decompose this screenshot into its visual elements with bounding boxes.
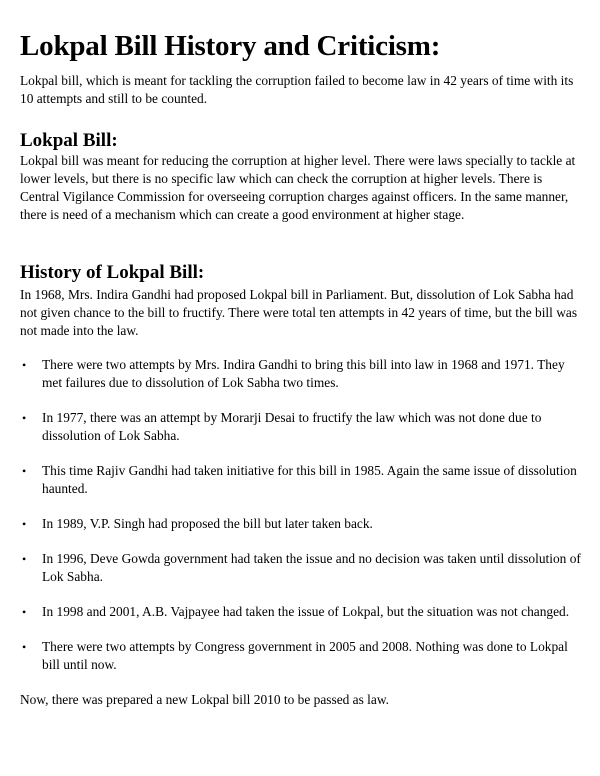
section-heading-history: History of Lokpal Bill:: [20, 262, 205, 283]
list-item: [20, 515, 584, 533]
list-item-text: In 1998 and 2001, A.B. Vajpayee had taken the issue of Lokpal, but the situation was not changed.: [42, 604, 570, 619]
section-body-history: In 1968, Mrs. Indira Gandhi had proposed Lokpal bill in Parliament. But, dissolution of Lok Sabha had not given chance to the bill to fructify. There were total ten attempts in 42 years of time, but the bill was not made into the law.: [20, 287, 578, 338]
section-body-lokpal-bill: Lokpal bill was meant for reducing the corruption at higher level. There were laws specially to tackle at lower levels, but there is no specific law which can check the corruption at higher levels. There is Central Vigilance Commission for overseeing corruption charges against officers. In the same manner, there is need of a mechanism which can create a good environment at higher stage.: [20, 153, 576, 222]
list-item-text: In 1989, V.P. Singh had proposed the bill but later taken back.: [42, 516, 373, 531]
intro-paragraph: Lokpal bill, which is meant for tackling the corruption failed to become law in 42 years of time with its 10 attempts and still to be counted.: [20, 73, 574, 106]
list-item: [20, 638, 584, 674]
page-title: Lokpal Bill History and Criticism:: [20, 30, 441, 62]
list-item: [20, 462, 584, 498]
list-item-text: In 1996, Deve Gowda government had taken the issue and no decision was taken until dissolution of Lok Sabha.: [42, 551, 581, 584]
bullet-icon: •: [22, 358, 27, 372]
bullet-icon: •: [22, 605, 27, 619]
list-item: [20, 356, 584, 392]
list-item-text: In 1977, there was an attempt by Morarji Desai to fructify the law which was not done due to dissolution of Lok Sabha.: [42, 410, 542, 443]
bullet-icon: •: [22, 640, 27, 654]
closing-paragraph: Now, there was prepared a new Lokpal bill 2010 to be passed as law.: [20, 692, 389, 707]
bullet-icon: •: [22, 517, 27, 531]
list-item: [20, 409, 584, 445]
document-page: [20, 30, 584, 709]
history-bullet-list: [20, 356, 584, 674]
list-item-text: There were two attempts by Mrs. Indira Gandhi to bring this bill into law in 1968 and 1971. They met failures due to dissolution of Lok Sabha two times.: [42, 357, 565, 390]
bullet-icon: •: [22, 552, 27, 566]
list-item-text: This time Rajiv Gandhi had taken initiative for this bill in 1985. Again the same issue of dissolution haunted.: [42, 463, 577, 496]
section-heading-lokpal-bill: Lokpal Bill:: [20, 130, 118, 151]
list-item-text: There were two attempts by Congress government in 2005 and 2008. Nothing was done to Lokpal bill until now.: [42, 639, 568, 672]
bullet-icon: •: [22, 464, 27, 478]
bullet-icon: •: [22, 411, 27, 425]
list-item: [20, 603, 584, 621]
list-item: [20, 550, 584, 586]
